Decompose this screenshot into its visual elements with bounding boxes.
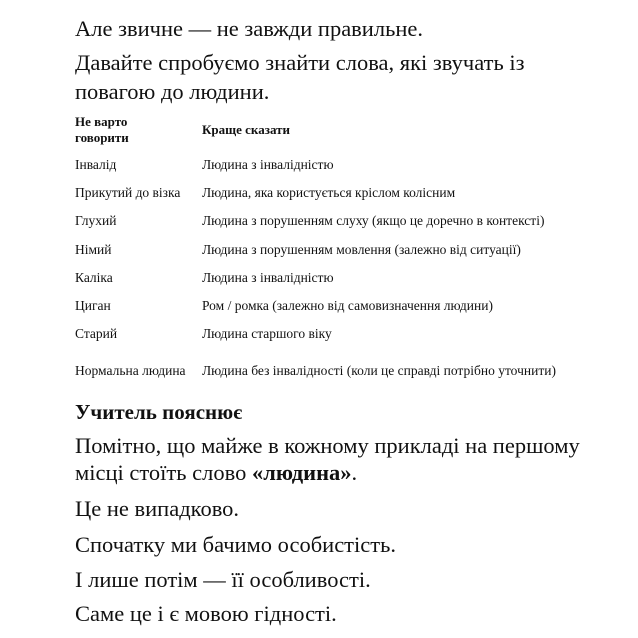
- explain-p3: Спочатку ми бачимо особистість.: [75, 532, 396, 557]
- intro-line-2b: повагою до людини.: [75, 79, 270, 104]
- bad-term: Циган: [75, 298, 111, 314]
- intro-line-1: Але звичне — не завжди правильне.: [75, 16, 423, 41]
- bad-term: Інвалід: [75, 156, 117, 172]
- header-good: Краще сказати: [202, 122, 290, 137]
- highlight-word: «людина»: [251, 460, 352, 485]
- table-row: [75, 178, 622, 206]
- explain-p5: Саме це і є мовою гідності.: [75, 601, 337, 626]
- table-row: [75, 207, 622, 235]
- table-row: [75, 263, 622, 291]
- table-row: [75, 235, 622, 263]
- table-row: [75, 348, 622, 392]
- table-header-row: [75, 110, 622, 150]
- good-term: Людина без інвалідності (коли це справді потрібно уточнити): [202, 362, 556, 378]
- bad-term: Нормальна людина: [75, 362, 186, 378]
- good-term: Людина з порушенням мовлення (залежно від ситуації): [202, 241, 521, 257]
- table-row: [75, 320, 622, 348]
- bad-term: Прикутий до візка: [75, 184, 181, 200]
- bad-term: Старий: [75, 326, 118, 342]
- terms-table: [75, 110, 622, 392]
- explain-p1b: [75, 458, 357, 488]
- explain-p1a: Помітно, що майже в кожному прикладі на першому: [75, 433, 580, 458]
- bad-term: Глухий: [75, 213, 117, 229]
- good-term: Людина старшого віку: [202, 326, 332, 342]
- header-bad: [75, 110, 202, 150]
- explain-p1b-end: .: [351, 460, 358, 485]
- explain-p2: Це не випадково.: [75, 496, 240, 521]
- explain-p4: І лише потім — її особливості.: [75, 567, 371, 592]
- explain-heading: Учитель пояснює: [75, 400, 243, 424]
- good-term: Ром / ромка (залежно від самовизначення людини): [202, 298, 493, 314]
- explain-p1b-text: місці стоїть слово: [75, 460, 252, 485]
- table-row: [75, 150, 622, 178]
- bad-term: Каліка: [75, 269, 113, 285]
- header-bad-line-1: Не варто: [75, 114, 128, 129]
- good-term: Людина, яка користується кріслом колісним: [202, 184, 456, 200]
- intro-line-2a: Давайте спробуємо знайти слова, які звучать із: [75, 50, 525, 75]
- table-row: [75, 291, 622, 319]
- good-term: Людина з інвалідністю: [202, 269, 334, 285]
- bad-term: Німий: [75, 241, 112, 257]
- header-bad-line-2: говорити: [75, 130, 129, 145]
- good-term: Людина з порушенням слуху (якщо це доречно в контексті): [202, 213, 545, 229]
- good-term: Людина з інвалідністю: [202, 156, 334, 172]
